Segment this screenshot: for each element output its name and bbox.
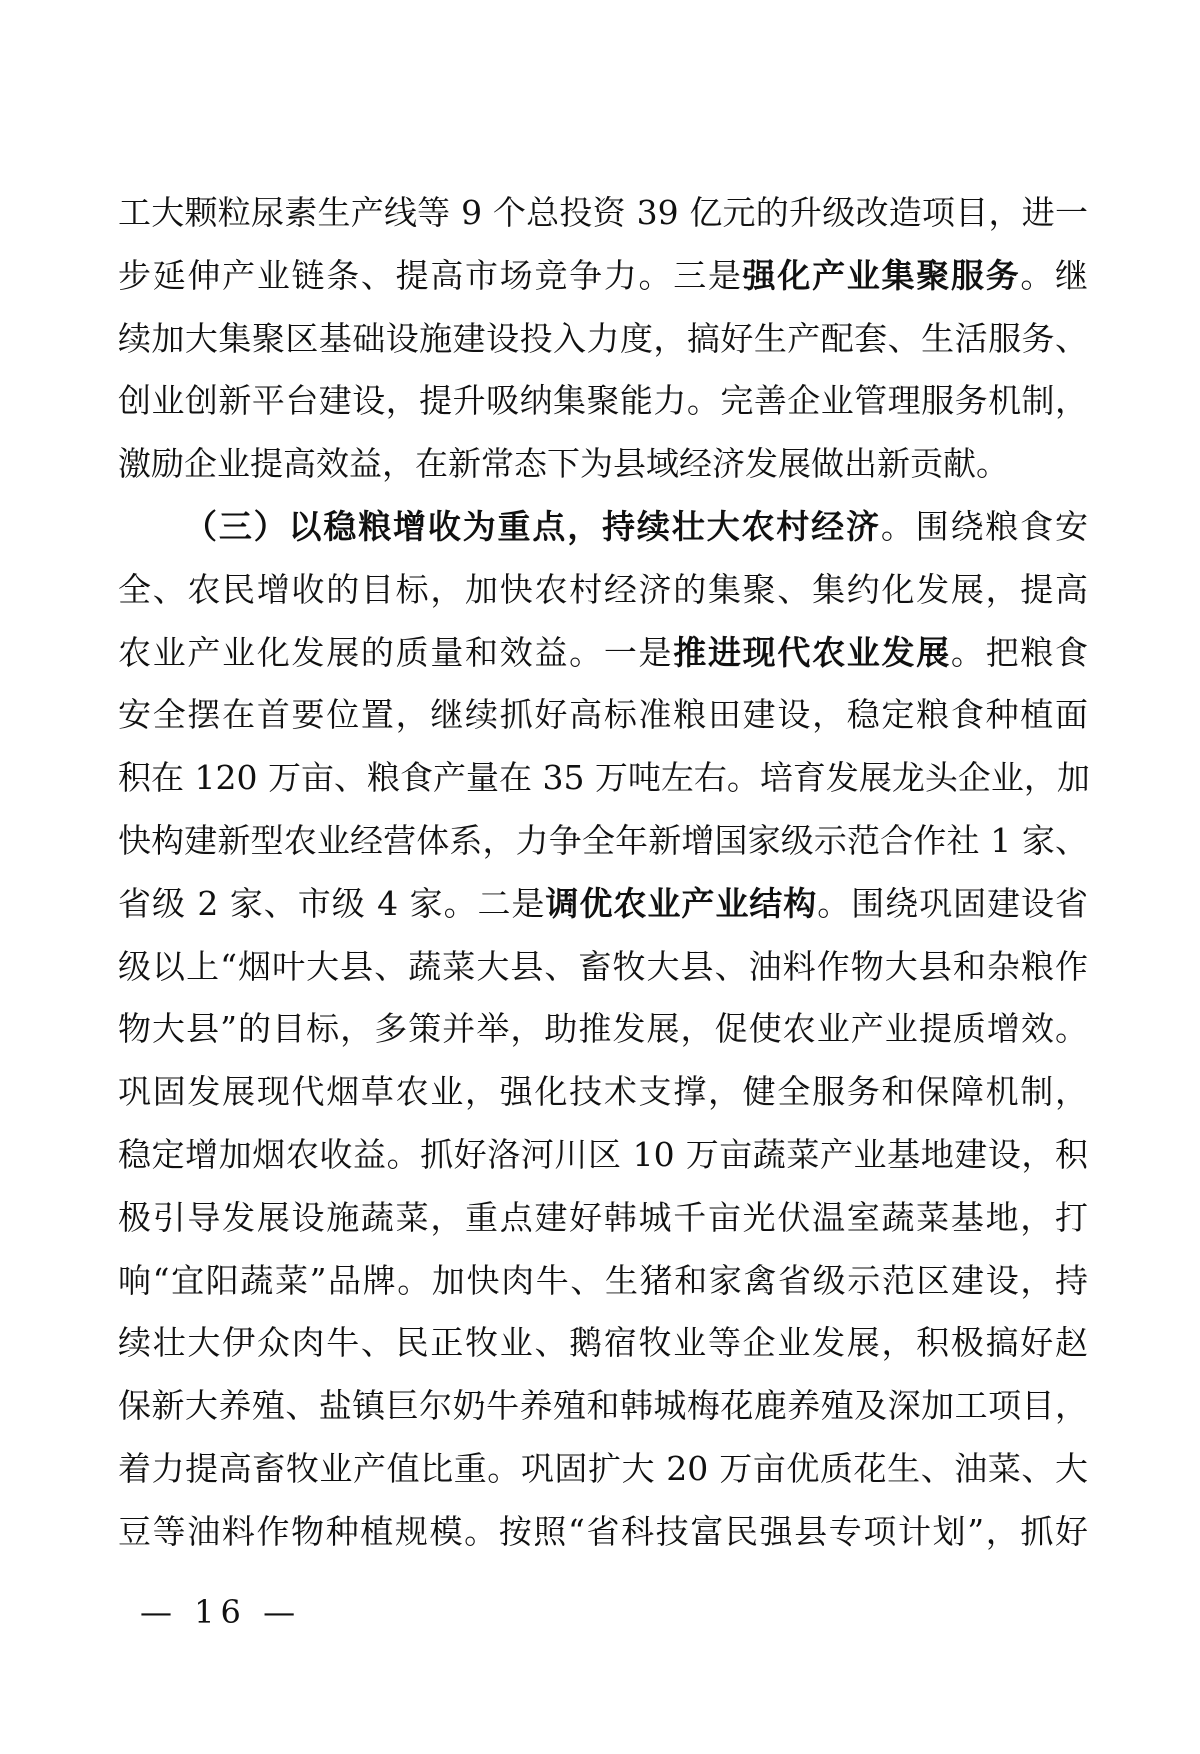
text-line xyxy=(118,182,1088,245)
line-text: 巩固发展现代烟草农业，强化技术支撑，健全服务和保障机制， xyxy=(118,1072,1088,1112)
bold-heading-text: 强化产业集聚服务 xyxy=(742,255,1021,295)
line-text: 续加大集聚区基础设施建设投入力度，搞好生产配套、生活服务、 xyxy=(118,318,1088,358)
line-text: 响“宜阳蔬菜”品牌。加快肉牛、生猪和家禽省级示范区建设，持 xyxy=(118,1260,1088,1300)
text-line xyxy=(118,370,1088,433)
line-text: 工大颗粒尿素生产线等 9 个总投资 39 亿元的升级改造项目，进一 xyxy=(118,193,1088,232)
line-text: 农业产业化发展的质量和效益。一是 xyxy=(118,632,674,672)
text-line xyxy=(118,936,1088,999)
text-line xyxy=(118,1501,1088,1564)
line-text: 物大县”的目标，多策并举，助推发展，促使农业产业提质增效。 xyxy=(118,1009,1088,1049)
text-line xyxy=(118,1438,1088,1501)
text-line xyxy=(118,622,1088,685)
text-line xyxy=(118,684,1088,747)
line-text: 续壮大伊众肉牛、民正牧业、鹅宿牧业等企业发展，积极搞好赵 xyxy=(118,1323,1088,1363)
line-text: 着力提高畜牧业产值比重。巩固扩大 20 万亩优质花生、油菜、大 xyxy=(118,1448,1088,1488)
text-line xyxy=(118,873,1088,936)
line-text: 。继 xyxy=(1020,255,1089,295)
page-number: — 16 — xyxy=(140,1593,302,1631)
line-text: 快构建新型农业经营体系，力争全年新增国家级示范合作社 1 家、 xyxy=(118,820,1088,860)
text-line xyxy=(118,308,1088,371)
line-text: 步延伸产业链条、提高市场竞争力。三是 xyxy=(118,255,743,295)
bold-heading-text: 推进现代农业发展 xyxy=(673,632,951,672)
line-text: 极引导发展设施蔬菜，重点建好韩城千亩光伏温室蔬菜基地，打 xyxy=(118,1197,1088,1237)
text-line xyxy=(118,1187,1088,1250)
text-line xyxy=(118,559,1088,622)
line-text: 。把粮食 xyxy=(950,632,1089,672)
line-text: 省级 2 家、市级 4 家。二是 xyxy=(118,883,546,923)
text-line xyxy=(118,747,1088,810)
text-line xyxy=(118,496,1088,559)
text-line xyxy=(118,433,1088,496)
text-line xyxy=(118,998,1088,1061)
text-line xyxy=(118,1124,1088,1187)
line-text: 创业创新平台建设，提升吸纳集聚能力。完善企业管理服务机制， xyxy=(118,381,1088,421)
line-text: 保新大养殖、盐镇巨尔奶牛养殖和韩城梅花鹿养殖及深加工项目， xyxy=(118,1386,1088,1426)
bold-heading-text: 调优农业产业结构 xyxy=(545,883,818,923)
line-text: 豆等油料作物种植规模。按照“省科技富民强县专项计划”，抓好 xyxy=(118,1511,1088,1551)
line-text: 安全摆在首要位置，继续抓好高标准粮田建设，稳定粮食种植面 xyxy=(118,695,1088,735)
line-text: 积在 120 万亩、粮食产量在 35 万吨左右。培育发展龙头企业，加 xyxy=(118,758,1090,798)
text-line xyxy=(118,1375,1088,1438)
line-text: 激励企业提高效益，在新常态下为县域经济发展做出新贡献。 xyxy=(118,444,1009,484)
bold-heading-text: （三）以稳粮增收为重点，持续壮大农村经济 xyxy=(184,506,881,546)
line-text: 。围绕巩固建设省 xyxy=(817,883,1089,923)
text-line xyxy=(118,1250,1088,1313)
line-text: 。围绕粮食安 xyxy=(880,506,1089,546)
text-line xyxy=(118,1061,1088,1124)
text-line xyxy=(118,1312,1088,1375)
line-text: 全、农民增收的目标，加快农村经济的集聚、集约化发展，提高 xyxy=(118,569,1088,609)
line-text: 稳定增加烟农收益。抓好洛河川区 10 万亩蔬菜产业基地建设，积 xyxy=(118,1134,1088,1174)
body-text xyxy=(118,182,1088,1564)
line-text: 级以上“烟叶大县、蔬菜大县、畜牧大县、油料作物大县和杂粮作 xyxy=(118,946,1088,986)
text-line xyxy=(118,245,1088,308)
text-line xyxy=(118,810,1088,873)
